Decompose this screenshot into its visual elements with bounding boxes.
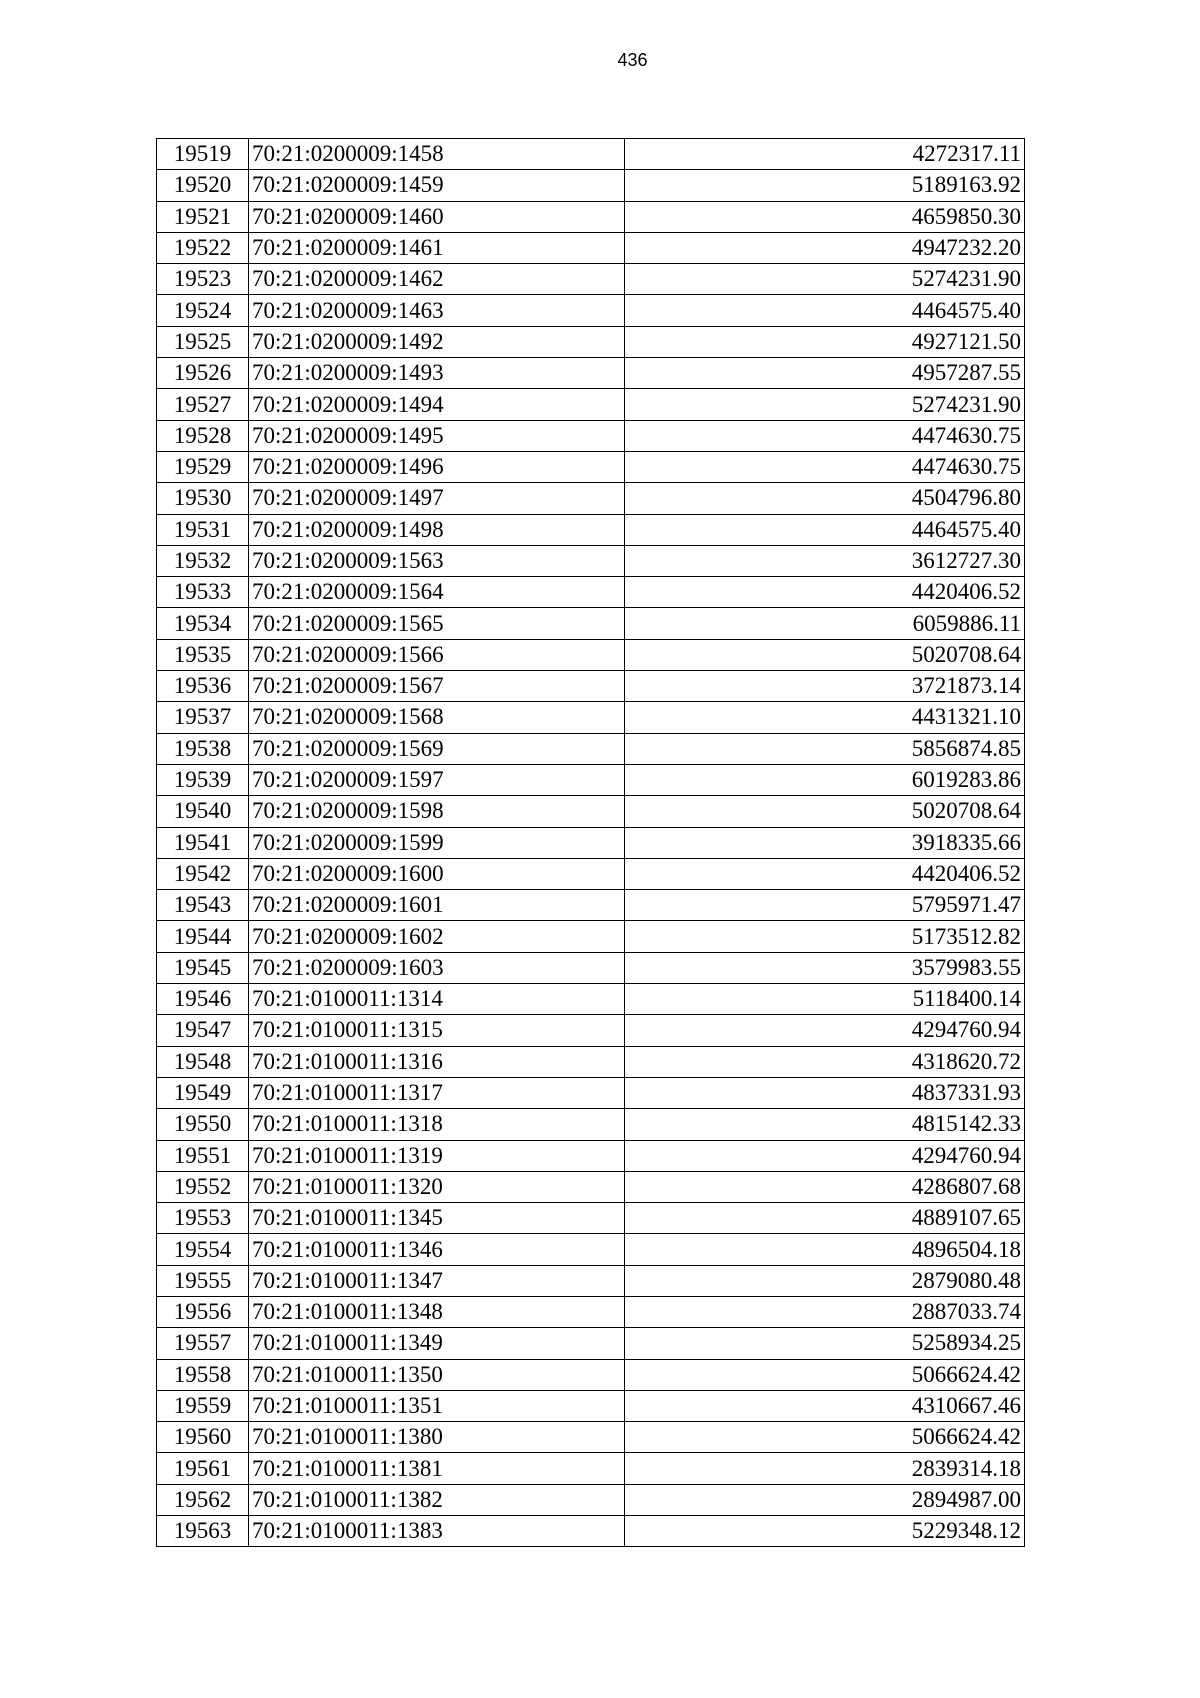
table-row xyxy=(157,858,1025,889)
row-number-cell: 19558 xyxy=(157,1359,249,1390)
row-number-cell: 19552 xyxy=(157,1171,249,1202)
row-number-cell: 19548 xyxy=(157,1046,249,1077)
row-number-cell: 19532 xyxy=(157,545,249,576)
cadastral-value-cell: 3721873.14 xyxy=(625,671,1025,702)
row-number-cell: 19563 xyxy=(157,1516,249,1547)
row-number-cell: 19546 xyxy=(157,984,249,1015)
row-number-cell: 19529 xyxy=(157,451,249,482)
cadastral-value-cell: 4464575.40 xyxy=(625,295,1025,326)
cadastral-value-cell: 4464575.40 xyxy=(625,514,1025,545)
table-row xyxy=(157,1046,1025,1077)
cadastral-value-cell: 3918335.66 xyxy=(625,827,1025,858)
cadastral-number-cell: 70:21:0100011:1383 xyxy=(249,1516,625,1547)
row-number-cell: 19519 xyxy=(157,139,249,170)
cadastral-number-cell: 70:21:0100011:1318 xyxy=(249,1109,625,1140)
cadastral-value-cell: 4889107.65 xyxy=(625,1203,1025,1234)
cadastral-number-cell: 70:21:0100011:1348 xyxy=(249,1296,625,1327)
cadastral-number-cell: 70:21:0100011:1320 xyxy=(249,1171,625,1202)
cadastral-value-cell: 5189163.92 xyxy=(625,170,1025,201)
table-row xyxy=(157,1015,1025,1046)
cadastral-number-cell: 70:21:0100011:1314 xyxy=(249,984,625,1015)
table-row xyxy=(157,545,1025,576)
cadastral-value-cell: 5274231.90 xyxy=(625,389,1025,420)
cadastral-number-cell: 70:21:0200009:1492 xyxy=(249,326,625,357)
cadastral-number-cell: 70:21:0200009:1462 xyxy=(249,264,625,295)
cadastral-number-cell: 70:21:0200009:1597 xyxy=(249,764,625,795)
cadastral-value-cell: 4815142.33 xyxy=(625,1109,1025,1140)
cadastral-number-cell: 70:21:0200009:1565 xyxy=(249,608,625,639)
table-row xyxy=(157,733,1025,764)
cadastral-value-cell: 5020708.64 xyxy=(625,796,1025,827)
cadastral-value-cell: 5258934.25 xyxy=(625,1328,1025,1359)
table-row xyxy=(157,671,1025,702)
cadastral-value-cell: 4272317.11 xyxy=(625,139,1025,170)
table-row xyxy=(157,764,1025,795)
table-body xyxy=(157,139,1025,1547)
cadastral-value-cell: 4927121.50 xyxy=(625,326,1025,357)
cadastral-number-cell: 70:21:0100011:1345 xyxy=(249,1203,625,1234)
table-row xyxy=(157,1328,1025,1359)
table-row xyxy=(157,1359,1025,1390)
row-number-cell: 19539 xyxy=(157,764,249,795)
cadastral-number-cell: 70:21:0200009:1495 xyxy=(249,420,625,451)
cadastral-value-cell: 6019283.86 xyxy=(625,764,1025,795)
page-number: 436 xyxy=(617,50,648,70)
row-number-cell: 19522 xyxy=(157,232,249,263)
row-number-cell: 19549 xyxy=(157,1077,249,1108)
table-row xyxy=(157,1109,1025,1140)
cadastral-number-cell: 70:21:0200009:1598 xyxy=(249,796,625,827)
row-number-cell: 19521 xyxy=(157,201,249,232)
cadastral-number-cell: 70:21:0100011:1315 xyxy=(249,1015,625,1046)
table-row xyxy=(157,451,1025,482)
cadastral-number-cell: 70:21:0200009:1564 xyxy=(249,577,625,608)
row-number-cell: 19543 xyxy=(157,890,249,921)
row-number-cell: 19540 xyxy=(157,796,249,827)
cadastral-value-cell: 2887033.74 xyxy=(625,1296,1025,1327)
table-row xyxy=(157,170,1025,201)
table-row xyxy=(157,608,1025,639)
row-number-cell: 19534 xyxy=(157,608,249,639)
cadastral-number-cell: 70:21:0200009:1567 xyxy=(249,671,625,702)
cadastral-number-cell: 70:21:0100011:1349 xyxy=(249,1328,625,1359)
row-number-cell: 19547 xyxy=(157,1015,249,1046)
row-number-cell: 19537 xyxy=(157,702,249,733)
cadastral-number-cell: 70:21:0200009:1566 xyxy=(249,639,625,670)
table-row xyxy=(157,827,1025,858)
row-number-cell: 19520 xyxy=(157,170,249,201)
table-row xyxy=(157,890,1025,921)
cadastral-number-cell: 70:21:0200009:1568 xyxy=(249,702,625,733)
row-number-cell: 19550 xyxy=(157,1109,249,1140)
cadastral-number-cell: 70:21:0100011:1382 xyxy=(249,1484,625,1515)
cadastral-value-cell: 4659850.30 xyxy=(625,201,1025,232)
table-row xyxy=(157,639,1025,670)
cadastral-number-cell: 70:21:0200009:1602 xyxy=(249,921,625,952)
cadastral-number-cell: 70:21:0200009:1600 xyxy=(249,858,625,889)
table-row xyxy=(157,1453,1025,1484)
cadastral-value-cell: 4420406.52 xyxy=(625,577,1025,608)
cadastral-value-cell: 4474630.75 xyxy=(625,451,1025,482)
table-row xyxy=(157,984,1025,1015)
cadastral-value-cell: 5066624.42 xyxy=(625,1359,1025,1390)
row-number-cell: 19561 xyxy=(157,1453,249,1484)
row-number-cell: 19551 xyxy=(157,1140,249,1171)
cadastral-number-cell: 70:21:0200009:1463 xyxy=(249,295,625,326)
cadastral-value-cell: 5118400.14 xyxy=(625,984,1025,1015)
table-row xyxy=(157,514,1025,545)
cadastral-value-cell: 2839314.18 xyxy=(625,1453,1025,1484)
row-number-cell: 19524 xyxy=(157,295,249,326)
table-row xyxy=(157,952,1025,983)
table-row xyxy=(157,1516,1025,1547)
cadastral-value-cell: 2879080.48 xyxy=(625,1265,1025,1296)
row-number-cell: 19560 xyxy=(157,1422,249,1453)
table-row xyxy=(157,389,1025,420)
cadastral-number-cell: 70:21:0200009:1493 xyxy=(249,358,625,389)
row-number-cell: 19554 xyxy=(157,1234,249,1265)
cadastral-value-cell: 4474630.75 xyxy=(625,420,1025,451)
cadastral-number-cell: 70:21:0200009:1569 xyxy=(249,733,625,764)
table-row xyxy=(157,1203,1025,1234)
cadastral-number-cell: 70:21:0100011:1347 xyxy=(249,1265,625,1296)
cadastral-value-cell: 4286807.68 xyxy=(625,1171,1025,1202)
row-number-cell: 19559 xyxy=(157,1390,249,1421)
cadastral-number-cell: 70:21:0200009:1460 xyxy=(249,201,625,232)
cadastral-number-cell: 70:21:0100011:1350 xyxy=(249,1359,625,1390)
table-row xyxy=(157,1265,1025,1296)
cadastral-value-table xyxy=(156,138,1025,1547)
cadastral-number-cell: 70:21:0200009:1563 xyxy=(249,545,625,576)
row-number-cell: 19536 xyxy=(157,671,249,702)
row-number-cell: 19523 xyxy=(157,264,249,295)
table-row xyxy=(157,326,1025,357)
table-row xyxy=(157,702,1025,733)
cadastral-number-cell: 70:21:0100011:1316 xyxy=(249,1046,625,1077)
table-row xyxy=(157,358,1025,389)
table-row xyxy=(157,295,1025,326)
cadastral-value-cell: 5066624.42 xyxy=(625,1422,1025,1453)
cadastral-number-cell: 70:21:0200009:1599 xyxy=(249,827,625,858)
table-row xyxy=(157,577,1025,608)
cadastral-value-cell: 4431321.10 xyxy=(625,702,1025,733)
cadastral-number-cell: 70:21:0200009:1497 xyxy=(249,483,625,514)
cadastral-number-cell: 70:21:0100011:1319 xyxy=(249,1140,625,1171)
cadastral-value-cell: 5274231.90 xyxy=(625,264,1025,295)
table-row xyxy=(157,201,1025,232)
row-number-cell: 19531 xyxy=(157,514,249,545)
cadastral-number-cell: 70:21:0200009:1459 xyxy=(249,170,625,201)
cadastral-number-cell: 70:21:0100011:1346 xyxy=(249,1234,625,1265)
row-number-cell: 19556 xyxy=(157,1296,249,1327)
table-row xyxy=(157,420,1025,451)
cadastral-number-cell: 70:21:0200009:1603 xyxy=(249,952,625,983)
table-row xyxy=(157,1422,1025,1453)
cadastral-value-cell: 4294760.94 xyxy=(625,1015,1025,1046)
row-number-cell: 19545 xyxy=(157,952,249,983)
row-number-cell: 19544 xyxy=(157,921,249,952)
cadastral-value-cell: 5795971.47 xyxy=(625,890,1025,921)
table-row xyxy=(157,483,1025,514)
table-row xyxy=(157,921,1025,952)
cadastral-value-cell: 3612727.30 xyxy=(625,545,1025,576)
cadastral-value-cell: 5229348.12 xyxy=(625,1516,1025,1547)
cadastral-value-cell: 4310667.46 xyxy=(625,1390,1025,1421)
row-number-cell: 19526 xyxy=(157,358,249,389)
table-row xyxy=(157,1390,1025,1421)
row-number-cell: 19530 xyxy=(157,483,249,514)
cadastral-value-cell: 4957287.55 xyxy=(625,358,1025,389)
table-row xyxy=(157,1484,1025,1515)
cadastral-number-cell: 70:21:0100011:1380 xyxy=(249,1422,625,1453)
cadastral-value-cell: 4896504.18 xyxy=(625,1234,1025,1265)
row-number-cell: 19525 xyxy=(157,326,249,357)
row-number-cell: 19562 xyxy=(157,1484,249,1515)
row-number-cell: 19541 xyxy=(157,827,249,858)
cadastral-value-cell: 4947232.20 xyxy=(625,232,1025,263)
table-row xyxy=(157,232,1025,263)
table-row xyxy=(157,1077,1025,1108)
table-row xyxy=(157,796,1025,827)
cadastral-value-cell: 4837331.93 xyxy=(625,1077,1025,1108)
cadastral-number-cell: 70:21:0100011:1351 xyxy=(249,1390,625,1421)
row-number-cell: 19542 xyxy=(157,858,249,889)
cadastral-value-cell: 3579983.55 xyxy=(625,952,1025,983)
cadastral-number-cell: 70:21:0200009:1498 xyxy=(249,514,625,545)
row-number-cell: 19538 xyxy=(157,733,249,764)
cadastral-number-cell: 70:21:0200009:1496 xyxy=(249,451,625,482)
cadastral-value-cell: 4318620.72 xyxy=(625,1046,1025,1077)
row-number-cell: 19533 xyxy=(157,577,249,608)
table-row xyxy=(157,1140,1025,1171)
cadastral-number-cell: 70:21:0100011:1381 xyxy=(249,1453,625,1484)
row-number-cell: 19527 xyxy=(157,389,249,420)
row-number-cell: 19535 xyxy=(157,639,249,670)
table-row xyxy=(157,1171,1025,1202)
row-number-cell: 19528 xyxy=(157,420,249,451)
cadastral-value-cell: 5856874.85 xyxy=(625,733,1025,764)
cadastral-number-cell: 70:21:0200009:1601 xyxy=(249,890,625,921)
table-row xyxy=(157,139,1025,170)
cadastral-value-cell: 4294760.94 xyxy=(625,1140,1025,1171)
row-number-cell: 19555 xyxy=(157,1265,249,1296)
cadastral-value-cell: 4420406.52 xyxy=(625,858,1025,889)
table-row xyxy=(157,1296,1025,1327)
cadastral-value-cell: 5173512.82 xyxy=(625,921,1025,952)
row-number-cell: 19557 xyxy=(157,1328,249,1359)
cadastral-value-cell: 5020708.64 xyxy=(625,639,1025,670)
cadastral-value-cell: 6059886.11 xyxy=(625,608,1025,639)
cadastral-number-cell: 70:21:0100011:1317 xyxy=(249,1077,625,1108)
cadastral-number-cell: 70:21:0200009:1458 xyxy=(249,139,625,170)
table-row xyxy=(157,264,1025,295)
row-number-cell: 19553 xyxy=(157,1203,249,1234)
cadastral-value-cell: 4504796.80 xyxy=(625,483,1025,514)
cadastral-number-cell: 70:21:0200009:1461 xyxy=(249,232,625,263)
cadastral-number-cell: 70:21:0200009:1494 xyxy=(249,389,625,420)
cadastral-value-cell: 2894987.00 xyxy=(625,1484,1025,1515)
table-row xyxy=(157,1234,1025,1265)
